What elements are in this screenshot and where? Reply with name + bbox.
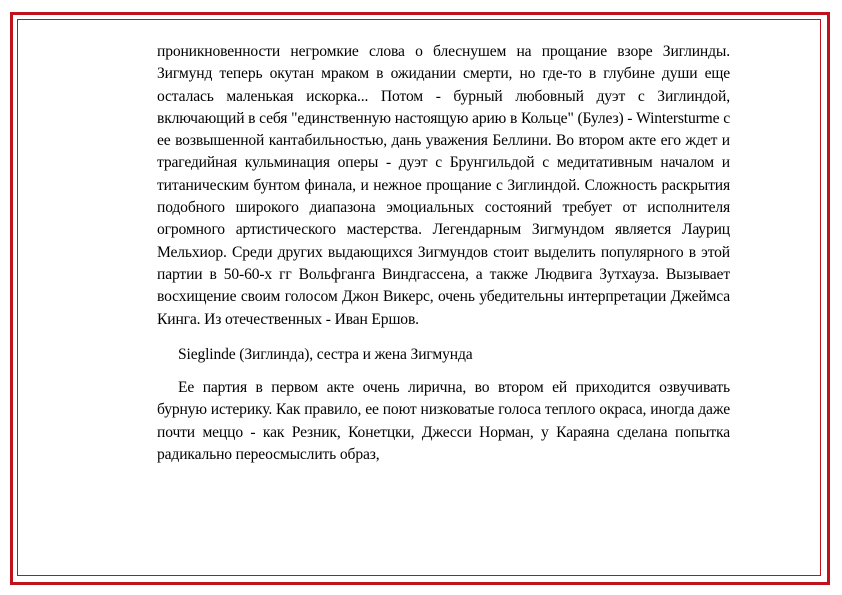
paragraph-sieglinde: Ее партия в первом акте очень лирична, во втором ей приходится озвучивать бурную истерику. Как правило, ее поют низковатые голоса теплого окраса, иногда даже почти меццо - как Резник, Конетцки, Джесси Норман, у Караяна сделана попытка радикально переосмыслить образ, (157, 379, 730, 464)
document-body (157, 41, 730, 466)
paragraph-siegmund-continuation: проникновенности негромкие слова о блеснушем на прощание взоре Зиглинды. Зигмунд теперь окутан мраком в ожидании смерти, но где-то в глубине души еще осталась маленькая искорка... Потом - бурный любовный дуэт с Зиглиндой, включающий в себя "единственную настоящую арию в Кольце" (Булез) - Wintersturme с ее возвышенной кантабильностью, дань уважения Беллини. Во втором акте его ждет и трагедийная кульминация оперы - дуэт с Брунгильдой с медитативным началом и титаническим бунтом финала, и нежное прощание с Зиглиндой. Сложность раскрытия подобного широкого диапазона эмоциальных состояний требует от исполнителя огромного артистического мастерства. Легендарным Зигмундом является Лауриц Мельхиор. Среди других выдающихся Зигмундов стоит выделить популярного в этой партии в 50-60-х гг Вольфганга Виндгассена, а также Людвига Зутхауза. Вызывает восхищение своим голосом Джон Викерс, очень убедительны интерпретации Джеймса Кинга. Из отечественных - Иван Ершов. (157, 43, 730, 328)
section-heading-sieglinde: Sieglinde (Зиглинда), сестра и жена Зигмунда (178, 345, 473, 363)
